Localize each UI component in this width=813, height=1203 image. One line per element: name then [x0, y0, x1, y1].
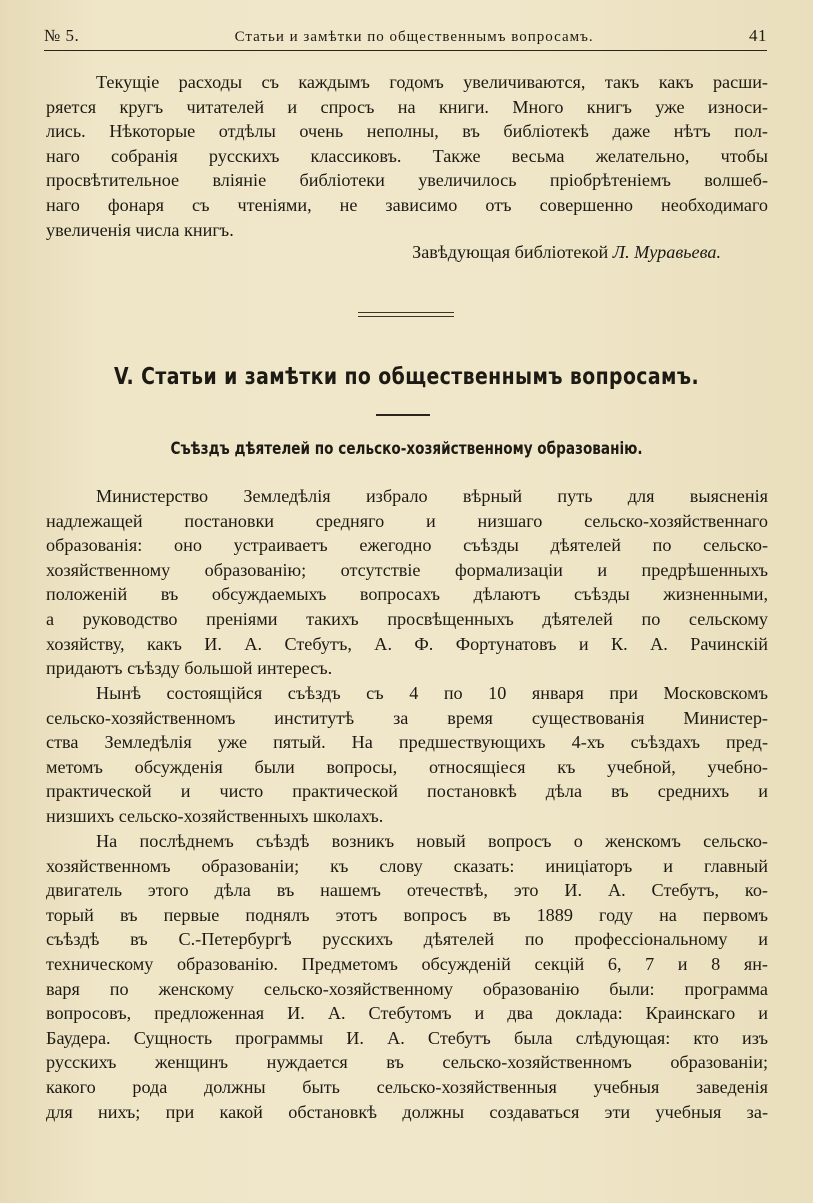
text-line: какого рода должны быть сельско-хозяйственныя учебныя заведенія — [46, 1076, 768, 1097]
text-line: просвѣтительное вліяніе библіотеки увеличилось пріобрѣтеніемъ волшеб- — [46, 170, 768, 191]
text-line: техническому образованію. Предметомъ обсужденій секцій 6, 7 и 8 ян- — [46, 953, 768, 974]
text-line: ства Земледѣлія уже пятый. На предшествующихъ 4-хъ съѣздахъ пред- — [46, 732, 768, 753]
text-line: Нынѣ состоящійся съѣздъ съ 4 по 10 января при Московскомъ — [96, 683, 768, 703]
text-line: Министерство Земледѣлія избрало вѣрный путь для выясненія — [96, 486, 768, 506]
text-line: ряется кругъ читателей и спросъ на книги. Много книгъ уже износи- — [46, 96, 768, 117]
text-line: Баудера. Сущность программы И. А. Стебутъ была слѣдующая: кто изъ — [46, 1027, 768, 1048]
text-line: а руководство преніями такихъ просвѣщенныхъ дѣятелей по сельскому — [46, 608, 768, 629]
title-rule — [376, 414, 430, 416]
signature-name: Л. Муравьева. — [612, 242, 721, 262]
text-line: надлежащей постановки средняго и низшаго сельско-хозяйственнаго — [46, 510, 768, 531]
text-line: для нихъ; при какой обстановкѣ должны создаваться эти учебныя за- — [46, 1101, 768, 1122]
text-line: На послѣднемъ съѣздѣ возникъ новый вопросъ о женскомъ сельско- — [96, 831, 768, 851]
text-line: придаютъ съѣзду большой интересъ. — [46, 658, 333, 679]
text-line: наго фонаря съ чтеніями, не зависимо отъ совершенно необходимаго — [46, 194, 768, 215]
text-line: хозяйственному образованію; отсутствіе формализаціи и предрѣшенныхъ — [46, 559, 768, 580]
header-rule — [44, 50, 767, 51]
paragraph-2 — [46, 681, 768, 829]
text-line: хозяйству, какъ И. А. Стебутъ, А. Ф. Фортунатовъ и К. А. Рачинскій — [46, 633, 768, 654]
text-line: торый въ первые поднялъ этотъ вопросъ въ 1889 году на первомъ — [46, 904, 768, 925]
signature — [412, 242, 721, 263]
text-line: варя по женскому сельско-хозяйственному образованію были: программа — [46, 978, 768, 999]
text-line: сельско-хозяйственномъ институтѣ за время существованія Министер- — [46, 707, 768, 728]
section-title: V. Статьи и замѣтки по общественнымъ вопросамъ. — [113, 364, 700, 390]
text-line: низшихъ сельско-хозяйственныхъ школахъ. — [46, 805, 384, 826]
text-line: лись. Нѣкоторые отдѣлы очень неполны, въ библіотекѣ даже нѣтъ пол- — [46, 121, 768, 142]
intro-paragraph — [46, 70, 768, 242]
section-separator — [358, 312, 454, 317]
text-line: вопросовъ, предложенная И. А. Стебутомъ и два доклада: Краинскаго и — [46, 1003, 768, 1024]
paragraph-3 — [46, 829, 768, 1124]
issue-number: № 5. — [44, 26, 80, 45]
text-line: русскихъ женщинъ нуждается въ сельско-хозяйственномъ образованіи; — [46, 1052, 768, 1073]
text-line: съѣздѣ въ С.-Петербургѣ русскихъ дѣятелей по профессіональному и — [46, 929, 768, 950]
text-line: двигатель этого дѣла въ нашемъ отечествѣ, это И. А. Стебутъ, ко- — [46, 880, 768, 901]
text-line: увеличенія числа книгъ. — [46, 219, 234, 240]
text-line: образованія: оно устраиваетъ ежегодно съѣзды дѣятелей по сельско- — [46, 535, 768, 556]
article-title: Съѣздъ дѣятелей по сельско-хозяйственному образованію. — [170, 439, 643, 459]
text-line: метомъ обсужденія были вопросы, относящіеся къ учебной, учебно- — [46, 756, 768, 777]
text-line: наго собранія русскихъ классиковъ. Также весьма желательно, чтобы — [46, 145, 768, 166]
signature-role: Завѣдующая библіотекой — [412, 242, 609, 262]
text-line: практической и чисто практической постановкѣ дѣла въ среднихъ и — [46, 781, 768, 802]
page-number: 41 — [749, 26, 767, 45]
paragraph-1 — [46, 484, 768, 681]
running-header — [44, 26, 767, 48]
running-title: Статьи и замѣтки по общественнымъ вопросамъ. — [234, 29, 594, 45]
text-line: Текущіе расходы съ каждымъ годомъ увеличиваются, такъ какъ расши- — [96, 72, 768, 92]
text-line: хозяйственномъ образованіи; къ слову сказать: иниціаторъ и главный — [46, 855, 768, 876]
text-line: положеній въ обсуждаемыхъ вопросахъ дѣлаютъ съѣзды жизненными, — [46, 584, 768, 605]
